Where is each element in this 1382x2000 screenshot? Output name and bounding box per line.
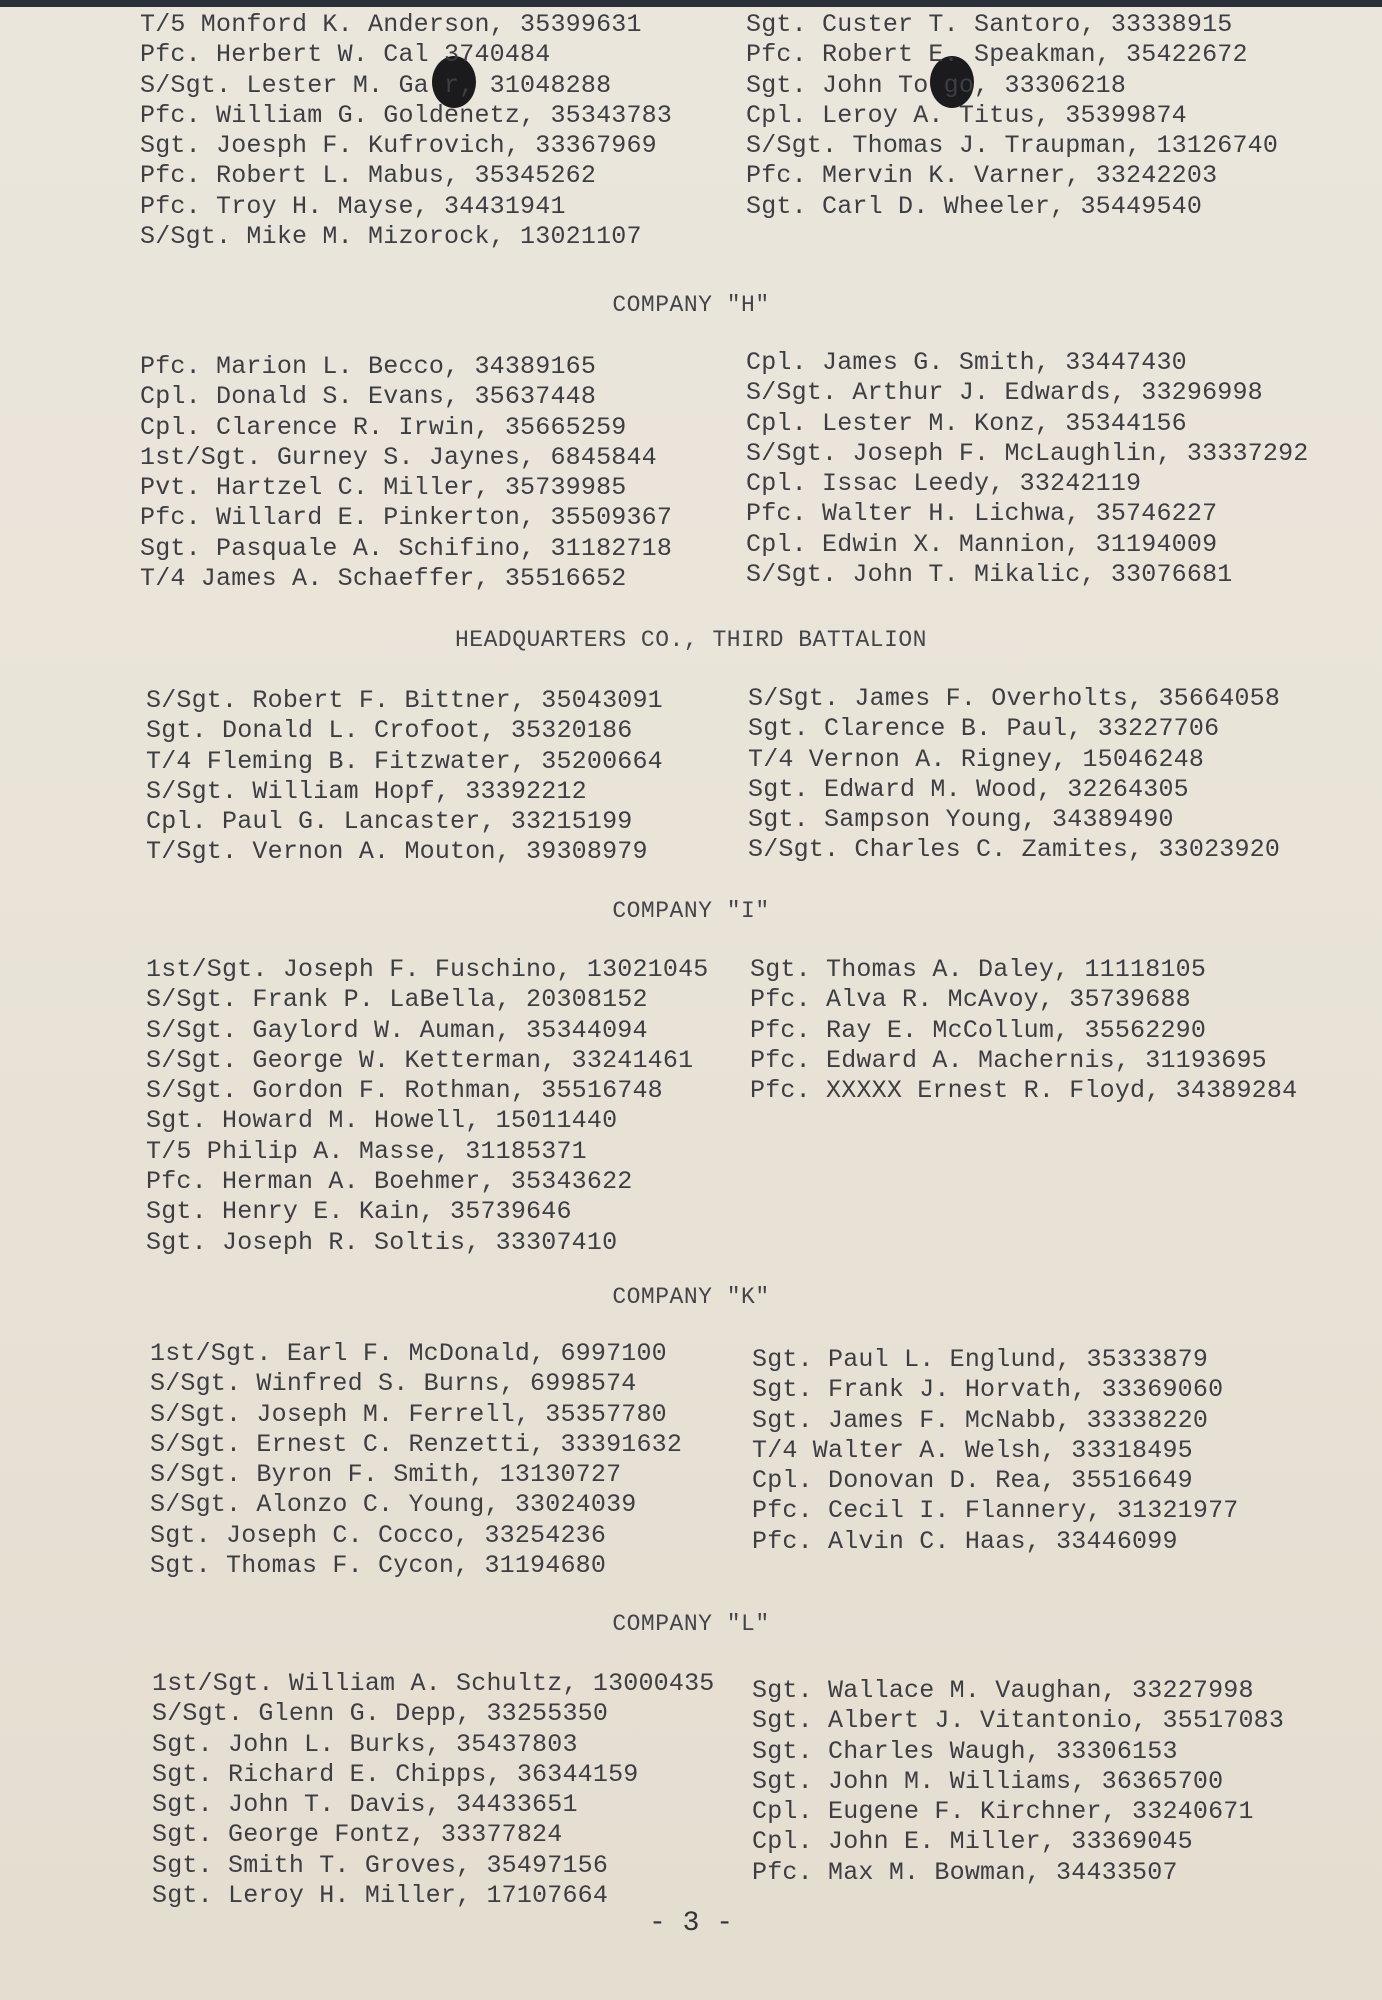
roster-entry: Cpl. Donovan D. Rea, 35516649 bbox=[752, 1466, 1193, 1496]
roster-entry: S/Sgt. George W. Ketterman, 33241461 bbox=[146, 1045, 694, 1075]
roster-entry: Pfc. XXXXX Ernest R. Floyd, 34389284 bbox=[750, 1076, 1298, 1106]
roster-entry: Cpl. Clarence R. Irwin, 35665259 bbox=[140, 412, 627, 442]
roster-entry: S/Sgt. Joseph F. McLaughlin, 33337292 bbox=[746, 438, 1309, 468]
company-i-left-column bbox=[146, 955, 709, 1258]
roster-entry: Sgt. Albert J. Vitantonio, 35517083 bbox=[752, 1706, 1285, 1736]
roster-entry: S/Sgt. Ernest C. Renzetti, 33391632 bbox=[150, 1429, 683, 1459]
roster-entry: Cpl. Donald S. Evans, 35637448 bbox=[140, 382, 597, 412]
roster-entry: S/Sgt. Thomas J. Traupman, 13126740 bbox=[746, 131, 1279, 161]
roster-entry: Sgt. Richard E. Chipps, 36344159 bbox=[152, 1759, 639, 1789]
roster-entry: Sgt. Howard M. Howell, 15011440 bbox=[146, 1106, 618, 1136]
roster-entry: S/Sgt. Winfred S. Burns, 6998574 bbox=[150, 1369, 637, 1399]
roster-entry: Sgt. John L. Burks, 35437803 bbox=[152, 1729, 578, 1759]
roster-entry: 1st/Sgt. Joseph F. Fuschino, 13021045 bbox=[146, 955, 709, 984]
roster-entry: Pfc. William G. Goldenetz, 35343783 bbox=[140, 100, 673, 130]
roster-entry: Sgt. John T. Davis, 34433651 bbox=[152, 1790, 578, 1820]
roster-entry: S/Sgt. Robert F. Bittner, 35043091 bbox=[146, 686, 663, 715]
roster-right-column bbox=[746, 10, 1278, 222]
roster-entry: Pfc. Herbert W. Cal 3740484 bbox=[140, 40, 551, 70]
section-heading-headquarters: HEADQUARTERS CO., THIRD BATTALION bbox=[455, 627, 927, 653]
roster-entry: T/Sgt. Vernon A. Mouton, 39308979 bbox=[146, 837, 648, 867]
roster-entry: Sgt. Joseph R. Soltis, 33307410 bbox=[146, 1227, 618, 1257]
roster-entry: Pfc. Ray E. McCollum, 35562290 bbox=[750, 1015, 1207, 1045]
roster-entry: 1st/Sgt. William A. Schultz, 13000435 bbox=[152, 1669, 715, 1698]
company-l-right-column bbox=[752, 1676, 1284, 1888]
roster-entry: S/Sgt. Gordon F. Rothman, 35516748 bbox=[146, 1076, 663, 1106]
roster-entry: Pfc. Cecil I. Flannery, 31321977 bbox=[752, 1496, 1239, 1526]
roster-entry: Sgt. James F. McNabb, 33338220 bbox=[752, 1405, 1209, 1435]
roster-entry: S/Sgt. Frank P. LaBella, 20308152 bbox=[146, 985, 648, 1015]
roster-entry: Pfc. Alvin C. Haas, 33446099 bbox=[752, 1526, 1178, 1556]
roster-entry: S/Sgt. Alonzo C. Young, 33024039 bbox=[150, 1490, 637, 1520]
roster-entry: Pfc. Robert L. Mabus, 35345262 bbox=[140, 161, 597, 191]
roster-entry: Sgt. Smith T. Groves, 35497156 bbox=[152, 1850, 609, 1880]
roster-entry: Sgt. Joesph F. Kufrovich, 33367969 bbox=[140, 131, 657, 161]
roster-entry: T/5 Monford K. Anderson, 35399631 bbox=[140, 10, 642, 39]
roster-entry: T/5 Philip A. Masse, 31185371 bbox=[146, 1136, 587, 1166]
roster-entry: Sgt. Donald L. Crofoot, 35320186 bbox=[146, 716, 633, 746]
company-k-left-column bbox=[150, 1339, 682, 1581]
roster-entry: S/Sgt. Arthur J. Edwards, 33296998 bbox=[746, 378, 1263, 408]
roster-entry: Pfc. Edward A. Machernis, 31193695 bbox=[750, 1045, 1267, 1075]
section-heading-company-k: COMPANY "K" bbox=[612, 1284, 770, 1310]
page-number: - 3 - bbox=[648, 1908, 733, 1939]
roster-entry: Sgt. Leroy H. Miller, 17107664 bbox=[152, 1881, 609, 1911]
roster-entry: T/4 Walter A. Welsh, 33318495 bbox=[752, 1435, 1193, 1465]
roster-entry: T/4 Vernon A. Rigney, 15046248 bbox=[748, 744, 1205, 774]
company-k-right-column bbox=[752, 1345, 1238, 1557]
roster-entry: Cpl. Lester M. Konz, 35344156 bbox=[746, 408, 1187, 438]
roster-entry: S/Sgt. James F. Overholts, 35664058 bbox=[748, 684, 1281, 713]
roster-entry: Sgt. Charles Waugh, 33306153 bbox=[752, 1736, 1178, 1766]
roster-entry: Sgt. Thomas F. Cycon, 31194680 bbox=[150, 1551, 607, 1581]
roster-entry: Sgt. John To go, 33306218 bbox=[746, 70, 1127, 100]
roster-entry: S/Sgt. Lester M. Ga r, 31048288 bbox=[140, 70, 612, 100]
roster-entry: Cpl. James G. Smith, 33447430 bbox=[746, 348, 1187, 377]
roster-entry: Pfc. Herman A. Boehmer, 35343622 bbox=[146, 1167, 633, 1197]
roster-entry: Sgt. Frank J. Horvath, 33369060 bbox=[752, 1375, 1224, 1405]
roster-entry: Sgt. Paul L. Englund, 35333879 bbox=[752, 1345, 1209, 1374]
roster-entry: Sgt. Sampson Young, 34389490 bbox=[748, 805, 1174, 835]
roster-entry: Pvt. Hartzel C. Miller, 35739985 bbox=[140, 473, 627, 503]
section-heading-company-h: COMPANY "H" bbox=[612, 292, 770, 318]
company-h-left-column bbox=[140, 352, 672, 594]
roster-entry: Pfc. Willard E. Pinkerton, 35509367 bbox=[140, 503, 673, 533]
section-heading-company-l: COMPANY "L" bbox=[612, 1611, 770, 1637]
roster-entry: 1st/Sgt. Earl F. McDonald, 6997100 bbox=[150, 1339, 667, 1368]
roster-left-column bbox=[140, 10, 672, 252]
roster-entry: Cpl. Eugene F. Kirchner, 33240671 bbox=[752, 1797, 1254, 1827]
roster-entry: Sgt. George Fontz, 33377824 bbox=[152, 1820, 563, 1850]
page-top-edge bbox=[0, 0, 1382, 7]
headquarters-right-column bbox=[748, 684, 1280, 866]
roster-entry: Sgt. John M. Williams, 36365700 bbox=[752, 1766, 1224, 1796]
roster-entry: Pfc. Robert E. Speakman, 35422672 bbox=[746, 40, 1248, 70]
roster-entry: S/Sgt. Gaylord W. Auman, 35344094 bbox=[146, 1015, 648, 1045]
roster-entry: S/Sgt. Joseph M. Ferrell, 35357780 bbox=[150, 1399, 667, 1429]
roster-entry: Cpl. Paul G. Lancaster, 33215199 bbox=[146, 807, 633, 837]
roster-entry: S/Sgt. Byron F. Smith, 13130727 bbox=[150, 1460, 622, 1490]
roster-entry: Sgt. Henry E. Kain, 35739646 bbox=[146, 1197, 572, 1227]
roster-entry: Sgt. Wallace M. Vaughan, 33227998 bbox=[752, 1676, 1254, 1705]
roster-entry: Pfc. Troy H. Mayse, 34431941 bbox=[140, 191, 566, 221]
roster-entry: Pfc. Walter H. Lichwa, 35746227 bbox=[746, 499, 1218, 529]
roster-entry: Sgt. Custer T. Santoro, 33338915 bbox=[746, 10, 1233, 39]
roster-entry: Sgt. Clarence B. Paul, 33227706 bbox=[748, 714, 1220, 744]
roster-entry: Sgt. Pasquale A. Schifino, 31182718 bbox=[140, 533, 673, 563]
company-l-left-column bbox=[152, 1669, 715, 1911]
roster-entry: Sgt. Joseph C. Cocco, 33254236 bbox=[150, 1520, 607, 1550]
roster-entry: Pfc. Marion L. Becco, 34389165 bbox=[140, 352, 597, 381]
roster-entry: Cpl. Leroy A. Titus, 35399874 bbox=[746, 100, 1187, 130]
roster-entry: S/Sgt. Glenn G. Depp, 33255350 bbox=[152, 1699, 609, 1729]
roster-entry: Cpl. Edwin X. Mannion, 31194009 bbox=[746, 529, 1218, 559]
roster-entry: Sgt. Thomas A. Daley, 11118105 bbox=[750, 955, 1207, 984]
roster-entry: Cpl. John E. Miller, 33369045 bbox=[752, 1827, 1193, 1857]
roster-entry: S/Sgt. William Hopf, 33392212 bbox=[146, 776, 587, 806]
roster-entry: Pfc. Mervin K. Varner, 33242203 bbox=[746, 161, 1218, 191]
roster-entry: Pfc. Max M. Bowman, 34433507 bbox=[752, 1857, 1178, 1887]
roster-entry: T/4 James A. Schaeffer, 35516652 bbox=[140, 564, 627, 594]
roster-entry: Sgt. Carl D. Wheeler, 35449540 bbox=[746, 191, 1203, 221]
section-heading-company-i: COMPANY "I" bbox=[612, 898, 770, 924]
roster-entry: S/Sgt. John T. Mikalic, 33076681 bbox=[746, 560, 1233, 590]
roster-entry: 1st/Sgt. Gurney S. Jaynes, 6845844 bbox=[140, 442, 657, 472]
roster-entry: T/4 Fleming B. Fitzwater, 35200664 bbox=[146, 746, 663, 776]
roster-entry: S/Sgt. Mike M. Mizorock, 13021107 bbox=[140, 222, 642, 252]
roster-entry: S/Sgt. Charles C. Zamites, 33023920 bbox=[748, 835, 1281, 865]
roster-entry: Cpl. Issac Leedy, 33242119 bbox=[746, 469, 1142, 499]
headquarters-left-column bbox=[146, 686, 663, 868]
roster-entry: Pfc. Alva R. McAvoy, 35739688 bbox=[750, 985, 1191, 1015]
company-i-right-column bbox=[750, 955, 1297, 1106]
company-h-right-column bbox=[746, 348, 1309, 590]
roster-entry: Sgt. Edward M. Wood, 32264305 bbox=[748, 774, 1189, 804]
